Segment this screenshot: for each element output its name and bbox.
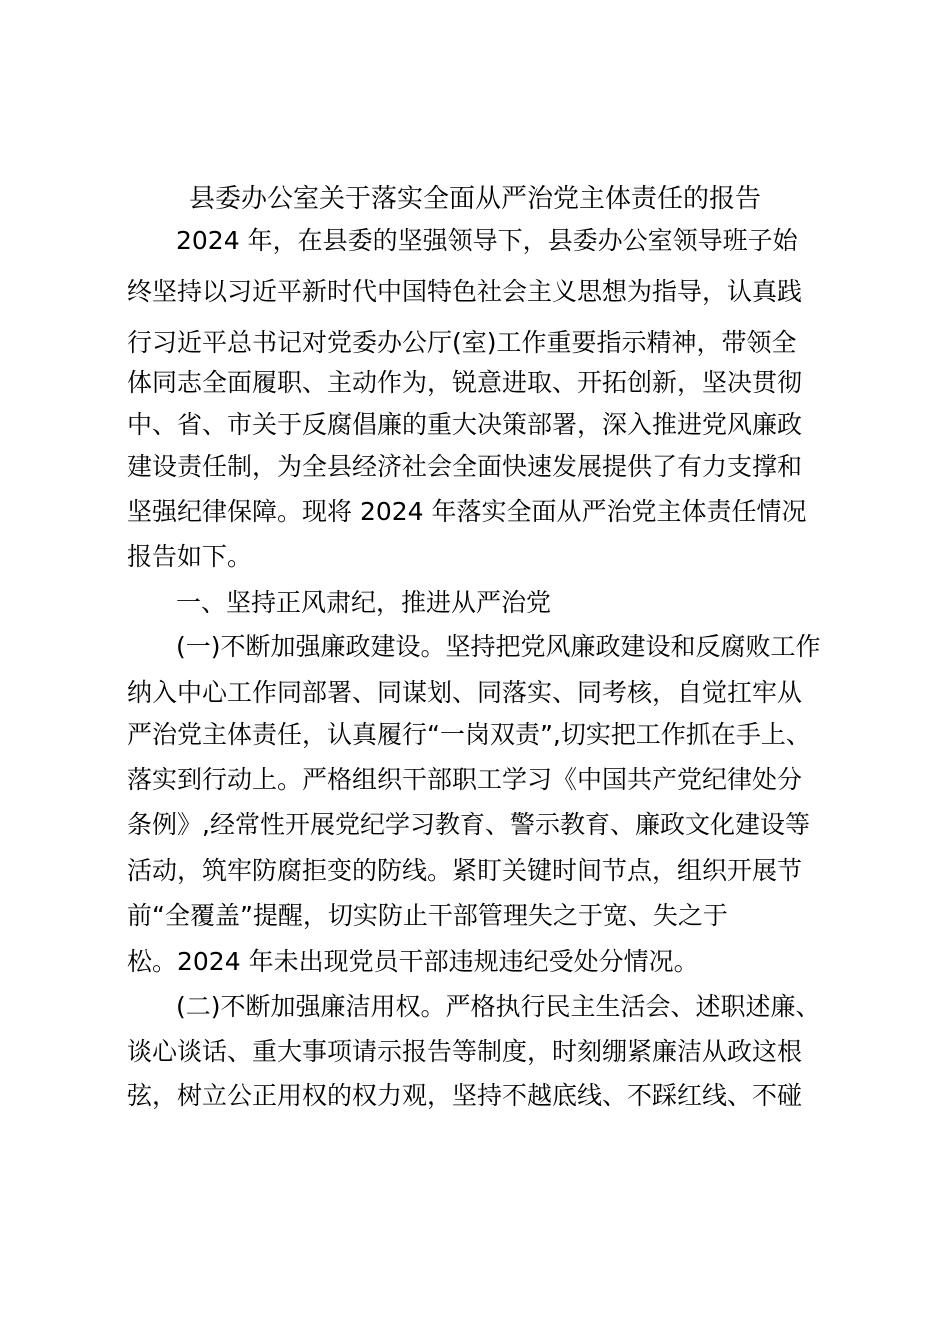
paragraph-line: 建设责任制，为全县经济社会全面快速发展提供了有力支撑和 [127, 452, 803, 481]
paragraph-line: 谈心谈话、重大事项请示报告等制度，时刻绷紧廉洁从政这根 [127, 1037, 803, 1066]
paragraph-line: 弦，树立公正用权的权力观，坚持不越底线、不踩红线、不碰 [127, 1081, 803, 1110]
paragraph-line: 松。2024 年未出现党员干部违规违纪受处分情况。 [127, 947, 699, 976]
paragraph-line: (一)不断加强廉政建设。坚持把党风廉政建设和反腐败工作 [176, 632, 821, 661]
paragraph-line: 严治党主体责任，认真履行“一岗双责”,切实把工作抓在手上、 [127, 720, 811, 749]
paragraph-line: 坚强纪律保障。现将 2024 年落实全面从严治党主体责任情况 [127, 497, 807, 526]
paragraph-line: 2024 年，在县委的坚强领导下，县委办公室领导班子始 [176, 226, 798, 255]
paragraph-line: 活动，筑牢防腐拒变的防线。紧盯关键时间节点，组织开展节 [127, 856, 803, 885]
paragraph-line: 终坚持以习近平新时代中国特色社会主义思想为指导，认真践 [127, 277, 803, 306]
paragraph-line: 落实到行动上。严格组织干部职工学习《中国共产党纪律处分 [127, 765, 803, 794]
paragraph-line: 报告如下。 [127, 542, 253, 571]
paragraph-line: 中、省、市关于反腐倡廉的重大决策部署，深入推进党风廉政 [127, 410, 803, 439]
paragraph-line: 行习近平总书记对党委办公厅(室)工作重要指示精神，带领全 [127, 328, 797, 357]
paragraph-line: 前“全覆盖”提醒，切实防止干部管理失之于宽、失之于 [127, 901, 728, 930]
section-heading: 一、坚持正风肃纪，推进从严治党 [176, 588, 552, 617]
paragraph-line: (二)不断加强廉洁用权。严格执行民主生活会、述职述廉、 [176, 992, 821, 1021]
document-title: 县委办公室关于落实全面从严治党主体责任的报告 [188, 184, 761, 214]
paragraph-line: 体同志全面履职、主动作为，锐意进取、开拓创新，坚决贯彻 [127, 368, 803, 397]
paragraph-line: 条例》,经常性开展党纪学习教育、警示教育、廉政文化建设等 [127, 810, 810, 839]
paragraph-line: 纳入中心工作同部署、同谋划、同落实、同考核，自觉扛牢从 [127, 678, 803, 707]
